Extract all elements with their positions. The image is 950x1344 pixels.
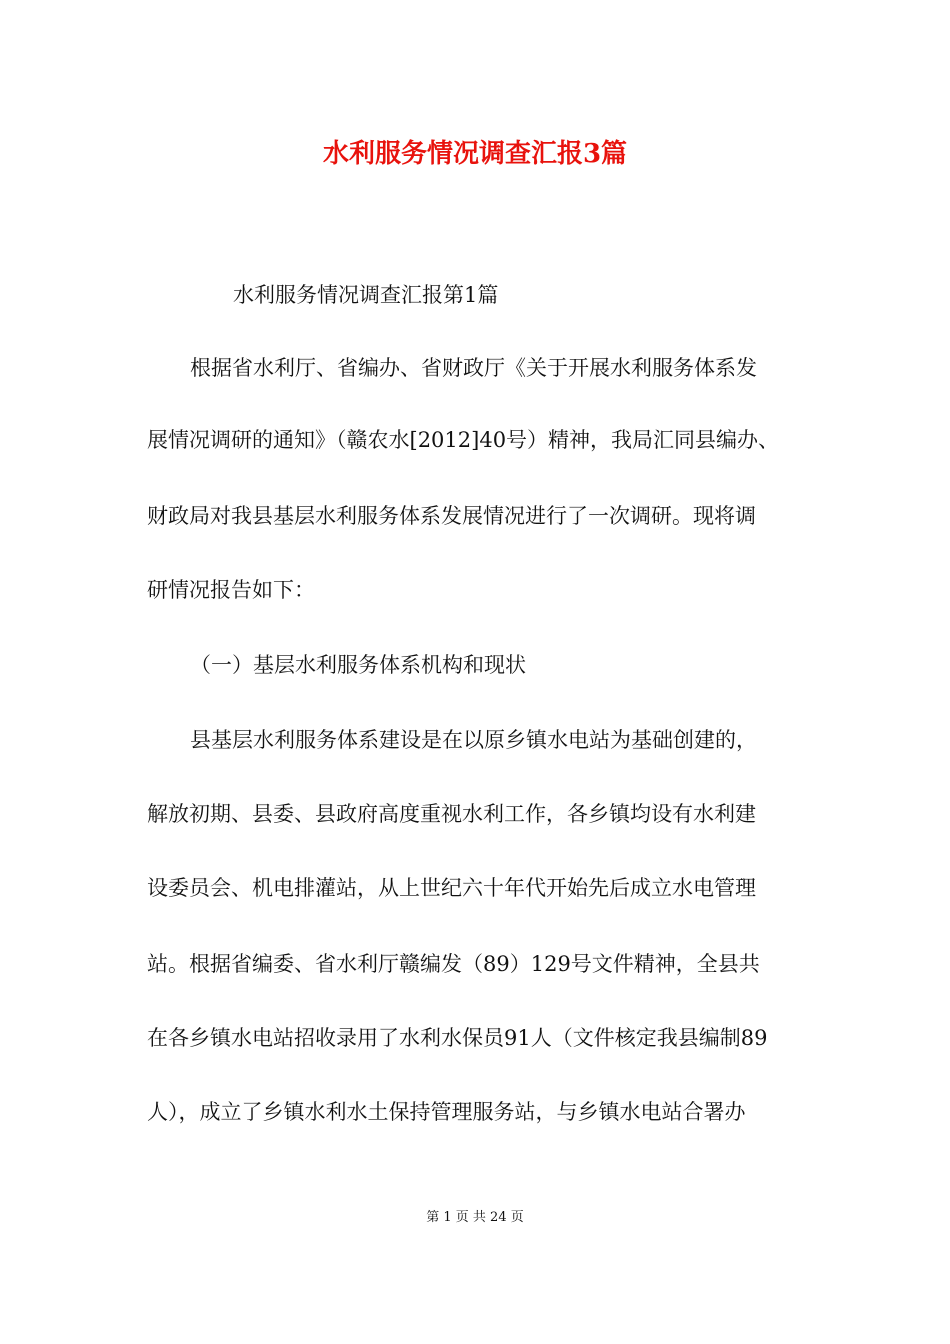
paragraph-line: 解放初期、县委、县政府高度重视水利工作，各乡镇均设有水利建 (147, 802, 756, 826)
paragraph-line: 根据省水利厅、省编办、省财政厅《关于开展水利服务体系发 (190, 356, 757, 380)
subsection-heading: （一）基层水利服务体系机构和现状 (190, 653, 526, 677)
paragraph-line: 研情况报告如下： (147, 578, 315, 602)
paragraph-line: 在各乡镇水电站招收录用了水利水保员91人（文件核定我县编制89 (147, 1026, 768, 1050)
paragraph-line: 财政局对我县基层水利服务体系发展情况进行了一次调研。现将调 (147, 504, 756, 528)
paragraph-line: 站。根据省编委、省水利厅赣编发（89）129号文件精神，全县共 (147, 952, 760, 976)
document-title: 水利服务情况调查汇报3篇 (322, 139, 628, 169)
paragraph-line: 县基层水利服务体系建设是在以原乡镇水电站为基础创建的， (190, 728, 757, 752)
paragraph-line: 展情况调研的通知》（赣农水[2012]40号）精神，我局汇同县编办、 (147, 428, 780, 452)
section-heading: 水利服务情况调查汇报第1篇 (233, 283, 499, 307)
page-footer: 第 1 页 共 24 页 (426, 1210, 524, 1225)
paragraph-line: 人），成立了乡镇水利水土保持管理服务站，与乡镇水电站合署办 (147, 1100, 746, 1124)
paragraph-line: 设委员会、机电排灌站，从上世纪六十年代开始先后成立水电管理 (147, 876, 756, 900)
